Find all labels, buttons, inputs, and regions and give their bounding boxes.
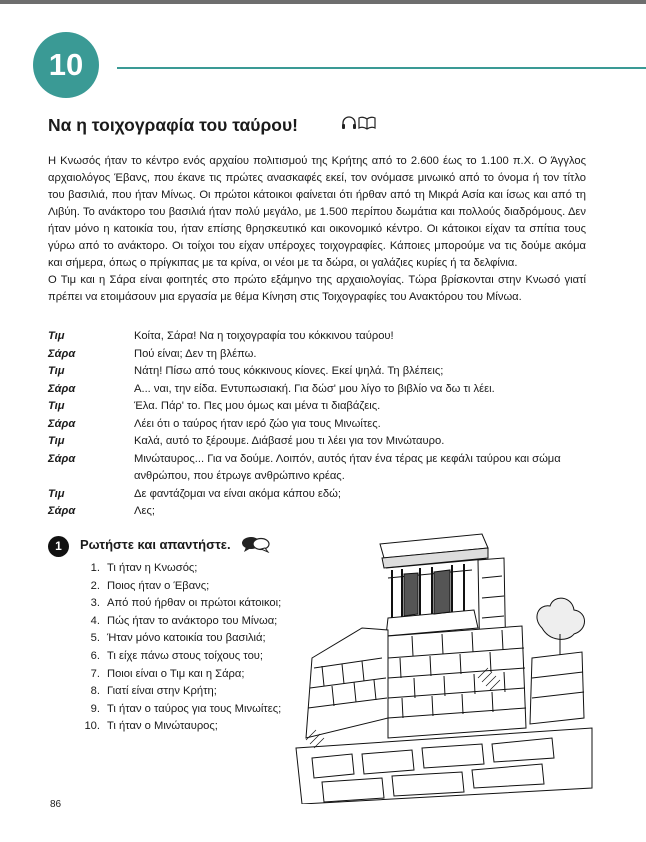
question-text: Τι ήταν η Κνωσός; (107, 562, 198, 574)
question-number: 7. (90, 667, 100, 680)
unit-number-badge: 10 (33, 32, 99, 98)
question-number: 8. (90, 685, 100, 698)
question-list (76, 560, 301, 736)
speaker: Τιμ (48, 400, 65, 412)
exercise-number-badge: 1 (48, 536, 69, 557)
speaker: Σάρα (48, 505, 76, 517)
speaker: Τιμ (48, 365, 65, 377)
question-item (76, 666, 301, 684)
question-number: 1. (90, 562, 100, 574)
book-icon (358, 116, 376, 135)
question-number: 4. (90, 614, 100, 627)
speech-bubbles-icon (241, 535, 271, 558)
question-text: Τι είχε πάνω στους τοίχους του; (107, 649, 264, 662)
dialogue-line (48, 398, 588, 416)
question-number: 3. (90, 597, 100, 610)
utterance: Κοίτα, Σάρα! Να η τοιχογραφία του κόκκινου ταύρου! (134, 330, 394, 342)
headphones-icon (341, 116, 357, 135)
question-number: 10. (84, 720, 100, 733)
question-item (76, 595, 301, 613)
dialogue-line (48, 381, 588, 399)
speaker: Σάρα (48, 382, 76, 395)
question-text: Τι ήταν ο ταύρος για τους Μινωίτες; (107, 702, 282, 715)
dialogue-line (48, 433, 588, 451)
dialogue-line (48, 363, 588, 381)
unit-header-rule (117, 67, 646, 69)
palace-illustration (292, 518, 594, 804)
dialogue-line (48, 346, 588, 364)
utterance: Μινώταυρος... Για να δούμε. Λοιπόν, αυτός ήταν ένα τέρας με κεφάλι ταύρου και σώμα ανθρώπου, που έτρωγε ανθρώπινο κρέας. (134, 452, 561, 482)
utterance: Νάτη! Πίσω από τους κόκκινους κίονες. Εκεί ψηλά. Τη βλέπεις; (134, 365, 444, 377)
utterance: Καλά, αυτό το ξέρουμε. Διάβασέ μου τι λέει για τον Μινώταυρο. (134, 435, 445, 447)
speaker: Τιμ (48, 487, 65, 500)
question-item (76, 613, 301, 631)
top-border (0, 0, 646, 4)
question-text: Γιατί είναι στην Κρήτη; (107, 685, 217, 698)
question-text: Τι ήταν ο Μινώταυρος; (107, 720, 218, 733)
utterance: Α... ναι, την είδα. Εντυπωσιακή. Για δώσ' μου λίγο το βιβλίο να δω τι λέει. (134, 382, 495, 395)
question-number: 6. (90, 649, 100, 662)
title-icons (341, 116, 376, 135)
question-item (76, 701, 301, 719)
question-item (76, 718, 301, 736)
page-number: 86 (50, 799, 62, 810)
utterance: Λες; (134, 505, 155, 517)
question-item (76, 648, 301, 666)
utterance: Πού είναι; Δεν τη βλέπω. (134, 347, 257, 360)
intro-paragraph: Η Κνωσός ήταν το κέντρο ενός αρχαίου πολιτισμού της Κρήτης από το 2.600 έως το 1.100 π.Χ. Ο Άγγλος αρχαιολόγος Έβανς, που έκανε τις πρώτες ανασκαφές εκεί, τον ονόμασε μινωικό από το όνομα ή τον τίτλο του βασιλιά, που ήταν Μίνως. Οι πρώτοι κάτοικοι φαίνεται ότι ήρθαν από τη Μικρά Ασία και ίσως και από τη Λιβύη. Το ανάκτορο του βασιλιά ήταν πολύ μεγάλο, με 1.500 περίπου δωμάτια και πολλούς διαδρόμους. Δεν ήταν μόνο η κατοικία του, ήταν επίσης θρησκευτικό και οικονομικό κέντρο. Οι κάτοικοι είχαν τα σπίτια τους γύρω από το ανάκτορο. Οι τοίχοι του είχαν υπέροχες τοιχογραφίες. Κάποιες μπορούμε να τις δούμε ακόμα και σήμερα, όπως ο πρίγκιπας με τα κρίνα, οι νέοι με τα δώρα, οι γαλάζιες κυρίες ή τα δελφίνια. (48, 155, 586, 269)
question-text: Ήταν μόνο κατοικία του βασιλιά; (107, 632, 266, 645)
question-text: Από πού ήρθαν οι πρώτοι κάτοικοι; (107, 597, 282, 610)
speaker: Σάρα (48, 452, 76, 465)
speaker: Τιμ (48, 435, 65, 447)
utterance: Δε φαντάζομαι να είναι ακόμα κάπου εδώ; (134, 487, 341, 500)
question-number: 2. (90, 579, 100, 592)
question-text: Ποιοι είναι ο Τιμ και η Σάρα; (107, 667, 245, 680)
question-text: Ποιος ήταν ο Έβανς; (107, 579, 210, 592)
dialogue-line (48, 328, 588, 346)
question-item (76, 560, 301, 578)
dialogue-line (48, 451, 588, 486)
exercise-title: Ρωτήστε και απαντήστε. (80, 537, 231, 552)
speaker: Τιμ (48, 330, 65, 342)
lesson-title: Να η τοιχογραφία του ταύρου! (48, 115, 298, 135)
utterance: Έλα. Πάρ' το. Πες μου όμως και μένα τι διαβάζεις. (134, 400, 381, 412)
question-item (76, 630, 301, 648)
question-item (76, 578, 301, 596)
dialogue-line (48, 416, 588, 434)
question-item (76, 683, 301, 701)
question-number: 9. (90, 702, 100, 715)
utterance: Λέει ότι ο ταύρος ήταν ιερό ζώο για τους Μινωίτες. (134, 417, 381, 430)
dialogue (48, 328, 588, 521)
speaker: Σάρα (48, 417, 76, 430)
speaker: Σάρα (48, 347, 76, 360)
question-text: Πώς ήταν το ανάκτορο του Μίνωα; (107, 614, 278, 627)
dialogue-line (48, 486, 588, 504)
intro-paragraph: Ο Τιμ και η Σάρα είναι φοιτητές στο πρώτο εξάμηνο της αρχαιολογίας. Τώρα βρίσκονται στην Κνωσό γιατί πρέπει να ετοιμάσουν μια εργασία με θέμα Κίνηση στις Τοιχογραφίες του Ανακτόρου του Μίνωα. (48, 274, 586, 303)
question-number: 5. (90, 632, 100, 645)
intro-text (48, 153, 586, 306)
